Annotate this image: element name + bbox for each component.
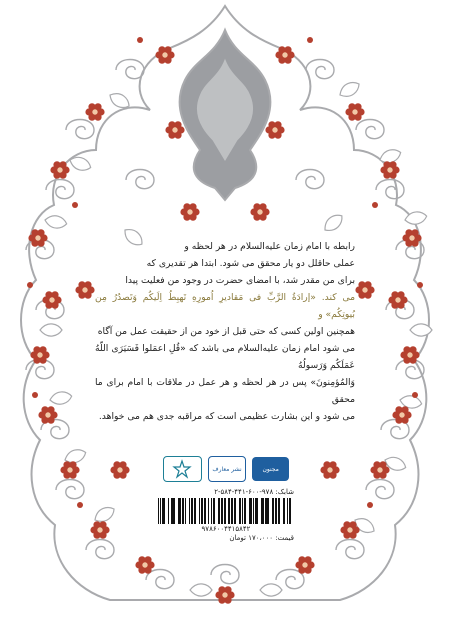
body-text [95, 238, 355, 425]
vine-scroll [306, 60, 334, 79]
vine-scroll [376, 180, 404, 199]
vine-scroll [366, 480, 394, 499]
barcode-bar [224, 498, 226, 524]
vine-leaf [49, 390, 73, 406]
barcode-bar [191, 498, 193, 524]
body-line-8: می شود و این بشارت عظیمی است که مراقبه جدی هم می خواهد. [98, 411, 355, 422]
flower-bud [307, 37, 313, 43]
flower-bud [372, 202, 378, 208]
barcode-bar [267, 498, 269, 524]
vine-leaf [190, 584, 212, 596]
vine-scroll [336, 540, 364, 559]
flower-bud [77, 502, 83, 508]
body-line-6: می شود امام زمان علیه‌السلام می باشد که «قُلِ اعمَلوا فَسَیَرَى اللّهُ عَمَلَکُم وَرَسولُهُ [95, 343, 355, 371]
vine-leaf [410, 324, 432, 336]
barcode-bar [287, 498, 289, 524]
flower-center [45, 412, 51, 418]
flower-center [162, 52, 168, 58]
flower-center [377, 467, 383, 473]
flower-center [302, 562, 308, 568]
flower-center [67, 467, 73, 473]
flower-center [272, 127, 278, 133]
barcode-bar [213, 498, 215, 524]
barcode-bar [231, 498, 233, 524]
barcode [158, 497, 294, 525]
flower-center [352, 109, 358, 115]
barcode-bar [168, 498, 170, 524]
vine-leaf [260, 584, 282, 596]
flower-center [97, 527, 103, 533]
vine-scroll [211, 565, 239, 584]
barcode-bar [234, 498, 236, 524]
flower-bud [367, 502, 373, 508]
flower-center [362, 287, 368, 293]
body-line-4: می کند. «إرادَةُ الرَّبِّ فی مَقادیرِ اُمورِهِ تَهبِطُ اِلَیکُم وَتَصدُرُ مِن بُیوتِکُم» و [95, 292, 355, 320]
logo-nashr-maaref: نشر معارف [208, 456, 247, 482]
flower-bud [412, 392, 418, 398]
barcode-digits: ۹۷۸۶۰۰۴۴۱۵۸۴۲ [201, 525, 251, 533]
flower-center [57, 167, 63, 173]
body-line-3: برای من مقدر شد، با امضای حضرت در وجود من فعلیت پیدا [125, 275, 355, 286]
flower-center [49, 297, 55, 303]
barcode-bar [278, 498, 280, 524]
barcode-area [158, 488, 294, 543]
flower-center [387, 167, 393, 173]
price-label: قیمت: ۱۷۰،۰۰۰ تومان [229, 534, 294, 542]
flower-center [142, 562, 148, 568]
flower-center [117, 467, 123, 473]
flower-center [282, 52, 288, 58]
barcode-bar [272, 498, 274, 524]
barcode-bar [228, 498, 230, 524]
vine-leaf [40, 324, 62, 336]
barcode-bar [211, 498, 213, 524]
barcode-bar [185, 498, 187, 524]
vine-scroll [56, 480, 84, 499]
barcode-bar [204, 498, 206, 524]
barcode-bar [199, 498, 200, 524]
flower-center [347, 527, 353, 533]
barcode-bar [178, 498, 181, 524]
flower-bud [72, 202, 78, 208]
publisher-logos [163, 455, 289, 483]
flower-center [187, 209, 193, 215]
flower-center [82, 287, 88, 293]
barcode-bar [249, 498, 252, 524]
barcode-bar [221, 498, 223, 524]
barcode-bar [194, 498, 196, 524]
flower-center [407, 352, 413, 358]
vine-scroll [296, 170, 324, 189]
barcode-bar [283, 498, 286, 524]
barcode-bar [182, 498, 184, 524]
barcode-bar [292, 498, 293, 524]
barcode-bar [261, 498, 264, 524]
vine-scroll [116, 60, 144, 79]
isbn-label: شابک: ۹۷۸-۶۰۰-۴۴۱-۵۸۴-۲ [214, 488, 294, 496]
flower-center [222, 592, 228, 598]
barcode-bar [189, 498, 190, 524]
body-line-5: همچنین اولین کسی که حتی قبل از خود من از حقیقت عمل من آگاه [97, 326, 355, 337]
barcode-bar [265, 498, 267, 524]
flower-center [257, 209, 263, 215]
vine-leaf [44, 214, 68, 230]
vine-scroll [356, 120, 384, 139]
barcode-bar [158, 498, 159, 524]
flower-bud [137, 37, 143, 43]
flower-center [399, 412, 405, 418]
barcode-bar [208, 498, 209, 524]
body-line-2: عملی حاقلل دو یار محقق می شود. ابتدا هر تقدیری که [146, 258, 355, 269]
vine-scroll [86, 540, 114, 559]
body-line-7: وَالمُؤمِنونَ» پس در هر لحظه و هر عمل در ملاقات با امام برای ما محقق [95, 377, 355, 405]
flower-center [409, 235, 415, 241]
flower-bud [417, 282, 423, 288]
logo-emblem [163, 456, 202, 482]
vine-scroll [66, 120, 94, 139]
vine-leaf [337, 79, 362, 101]
barcode-bar [275, 498, 277, 524]
flower-center [327, 467, 333, 473]
flower-center [92, 109, 98, 115]
vine-scroll [126, 170, 154, 189]
flower-center [172, 127, 178, 133]
flower-center [395, 297, 401, 303]
barcode-bar [172, 498, 175, 524]
flower-bud [32, 392, 38, 398]
barcode-bar [201, 498, 203, 524]
barcode-bar [289, 498, 291, 524]
flower-center [37, 352, 43, 358]
vine-scroll [46, 180, 74, 199]
logo-majnoon: مجنون [252, 457, 289, 481]
emblem-icon [171, 459, 193, 479]
body-line-1: رابطه با امام زمان علیه‌السلام در هر لحظه و [184, 241, 355, 252]
barcode-bar [255, 498, 258, 524]
barcode-bar [218, 498, 220, 524]
flower-bud [27, 282, 33, 288]
barcode-bar [244, 498, 247, 524]
barcode-bar [239, 498, 241, 524]
barcode-bar [162, 498, 165, 524]
flower-center [35, 235, 41, 241]
